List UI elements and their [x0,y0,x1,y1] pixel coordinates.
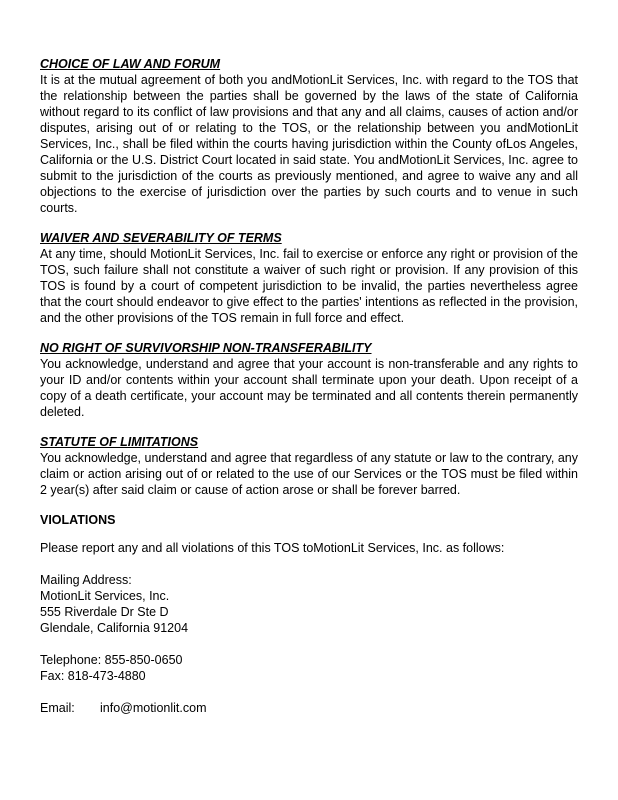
fax: Fax: 818-473-4880 [40,669,146,683]
telephone: Telephone: 855-850-0650 [40,653,183,667]
section-heading: NO RIGHT OF SURVIVORSHIP NON-TRANSFERABILITY [40,341,372,355]
violations-section [40,512,578,716]
street-address: 555 Riverdale Dr Ste D [40,605,169,619]
section-body: You acknowledge, understand and agree that regardless of any statute or law to the contrary, any claim or action arising out of or related to the use of our Services or the TOS must be filed within 2 year(s) after said claim or cause of action arose or shall be forever barred. [40,451,578,497]
violations-intro: Please report any and all violations of this TOS toMotionLit Services, Inc. as follows: [40,541,505,555]
company-name: MotionLit Services, Inc. [40,589,170,603]
violations-title: VIOLATIONS [40,513,116,527]
section-non-transferability [40,340,578,420]
section-body: It is at the mutual agreement of both you andMotionLit Services, Inc. with regard to the TOS that the relationship between the parties shall be governed by the laws of the state of California without regard to its conflict of law provisions and that any and all claims, causes of action and/or disputes, arising out of or relating to the TOS, or the relationship between you andMotionLit Services, Inc., shall be filed within the courts having jurisdiction within the County ofLos Angeles, California or the U.S. District Court located in said state. You andMotionLit Services, Inc. agree to submit to the jurisdiction of the courts as previously mentioned, and agree to waive any and all objections to the exercise of jurisdiction over the parties by such courts and to venue in such courts. [40,73,578,215]
section-heading: STATUTE OF LIMITATIONS [40,435,199,449]
section-choice-of-law [40,56,578,216]
section-heading: WAIVER AND SEVERABILITY OF TERMS [40,231,282,245]
document-page [40,56,578,716]
email-address: info@motionlit.com [100,701,207,715]
section-waiver-severability [40,230,578,326]
email-row [40,700,578,716]
city-state-zip: Glendale, California 91204 [40,621,189,635]
section-heading: CHOICE OF LAW AND FORUM [40,57,221,71]
mailing-address-label: Mailing Address: [40,573,132,587]
section-statute-of-limitations [40,434,578,498]
email-label: Email: [40,701,75,715]
section-body: At any time, should MotionLit Services, Inc. fail to exercise or enforce any right or provision of the TOS, such failure shall not constitute a waiver of such right or provision. If any provision of this TOS is found by a court of competent jurisdiction to be invalid, the parties nevertheless agree that the court should endeavor to give effect to the parties' intentions as reflected in the provision, and the other provisions of the TOS remain in full force and effect. [40,247,578,325]
section-body: You acknowledge, understand and agree that your account is non-transferable and any rights to your ID and/or contents within your account shall terminate upon your death. Upon receipt of a copy of a death certificate, your account may be terminated and all contents therein permanently deleted. [40,357,578,419]
